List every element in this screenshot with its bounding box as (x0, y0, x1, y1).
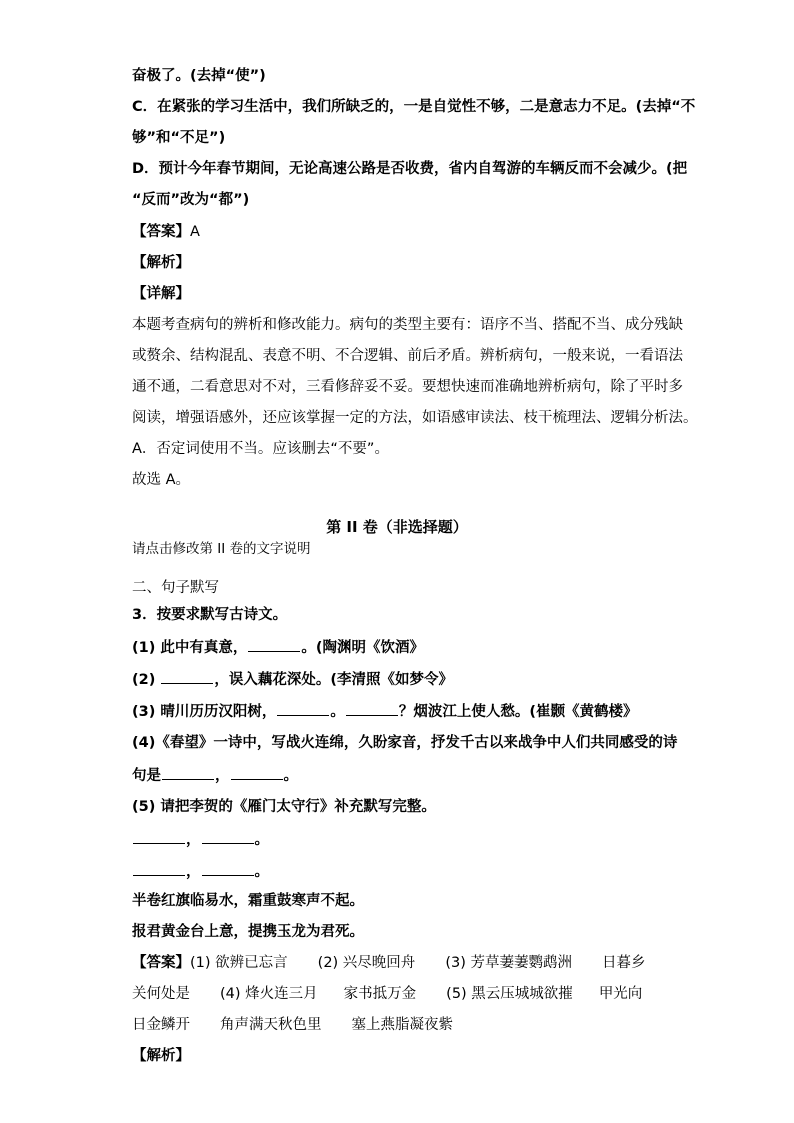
analysis-label-2: 【解析】 (132, 1048, 190, 1064)
answer-part: 家书抵万金 (343, 986, 417, 1002)
poem-line-1 (132, 829, 269, 850)
item-2 (132, 669, 453, 690)
answer-blank[interactable] (248, 637, 300, 652)
answer-value: A (190, 224, 200, 240)
punctuation: 。 (283, 768, 298, 784)
punctuation: 。 (254, 864, 269, 880)
poem-line-2 (132, 861, 269, 882)
detail-text-2: 或赘余、结构混乱、表意不明、不合逻辑、前后矛盾。辨析病句，一般来说，一看语法 (132, 348, 683, 364)
answer-line (132, 222, 200, 242)
detail-text-5: A．否定词使用不当。应该删去“不要”。 (132, 441, 389, 457)
question-3: 3．按要求默写古诗文。 (132, 607, 288, 623)
answer-part: 关何处是 (132, 986, 190, 1002)
answer-part: (4) 烽火连三月 (220, 986, 318, 1002)
answer-part: 日暮乡 (601, 955, 646, 971)
punctuation: 。 (330, 704, 345, 720)
answer-part: (1) 欲辨已忘言 (190, 955, 288, 971)
detail-text-3: 通不通，二看意思对不对，三看修辞妥不妥。要想快速而准确地辨析病句，除了平时多 (132, 379, 683, 395)
item-4-line1: (4)《春望》一诗中，写战火连绵，久盼家音，抒发千古以来战争中人们共同感受的诗 (132, 735, 678, 751)
item-2-number: (2) (132, 672, 161, 688)
answer-blank[interactable] (346, 701, 398, 716)
item-1-source: 。(陶渊明《饮酒》 (301, 640, 425, 656)
answer-blank[interactable] (161, 669, 213, 684)
answer-2-line2 (132, 984, 642, 1004)
item-4-text: 句是 (132, 768, 161, 784)
answer-blank[interactable] (231, 765, 283, 780)
answer-part: (3) 芳草萋萋鹦鹉洲 (445, 955, 572, 971)
detail-text-1: 本题考查病句的辨析和修改能力。病句的类型主要有：语序不当、搭配不当、成分残缺 (132, 317, 683, 333)
answer-label: 【答案】 (132, 955, 190, 971)
item-2-text: ，误入藕花深处。(李清照《如梦令》 (214, 672, 454, 688)
answer-blank[interactable] (202, 829, 254, 844)
answer-part: 日金鳞开 (132, 1017, 190, 1033)
answer-part: 甲光向 (598, 986, 643, 1002)
answer-2-line1 (132, 953, 645, 973)
punctuation: 。 (254, 832, 269, 848)
option-d-line2: “反而”改为“都”) (132, 192, 250, 208)
answer-2-line3 (132, 1015, 453, 1035)
answer-blank[interactable] (162, 765, 214, 780)
answer-blank[interactable] (202, 861, 254, 876)
item-1-text: (1) 此中有真意， (132, 640, 248, 656)
answer-label: 【答案】 (132, 224, 190, 240)
section-heading: 二、句子默写 (132, 580, 219, 596)
analysis-label: 【解析】 (132, 255, 190, 271)
item-3-source: ？烟波江上使人愁。(崔颢《黄鹤楼》 (398, 704, 638, 720)
item-3 (132, 701, 638, 722)
item-3-text: (3) 晴川历历汉阳树， (132, 704, 277, 720)
option-b-tail: 奋极了。(去掉“使”) (132, 68, 266, 84)
option-c-line1: C．在紧张的学习生活中，我们所缺乏的，一是自觉性不够，二是意志力不足。(去掉“不 (132, 99, 696, 115)
option-d-line1: D．预计今年春节期间，无论高速公路是否收费，省内自驾游的车辆反而不会减少。(把 (132, 161, 688, 177)
item-4-line2 (132, 765, 298, 786)
section-note: 请点击修改第 II 卷的文字说明 (132, 541, 311, 557)
answer-blank[interactable] (133, 861, 185, 876)
punctuation: ， (186, 864, 201, 880)
detail-text-4: 阅读，增强语感外，还应该掌握一定的方法，如语感审读法、枝干梳理法、逻辑分析法。 (132, 410, 698, 426)
punctuation: ， (215, 768, 230, 784)
answer-part: (5) 黑云压城城欲摧 (446, 986, 573, 1002)
poem-line-4: 报君黄金台上意，提携玉龙为君死。 (132, 924, 364, 940)
option-c-line2: 够”和“不足”) (132, 130, 226, 146)
answer-part: (2) 兴尽晚回舟 (317, 955, 416, 971)
answer-part: 塞上燕脂凝夜紫 (351, 1017, 453, 1033)
answer-blank[interactable] (277, 701, 329, 716)
answer-blank[interactable] (133, 829, 185, 844)
detail-label: 【详解】 (132, 286, 190, 302)
punctuation: ， (186, 832, 201, 848)
poem-line-3: 半卷红旗临易水，霜重鼓寒声不起。 (132, 893, 364, 909)
item-5: (5) 请把李贺的《雁门太守行》补充默写完整。 (132, 799, 436, 815)
detail-text-6: 故选 A。 (132, 472, 191, 488)
section-title: 第 II 卷（非选择题） (326, 518, 468, 536)
answer-part: 角声满天秋色里 (220, 1017, 322, 1033)
item-1 (132, 637, 424, 658)
